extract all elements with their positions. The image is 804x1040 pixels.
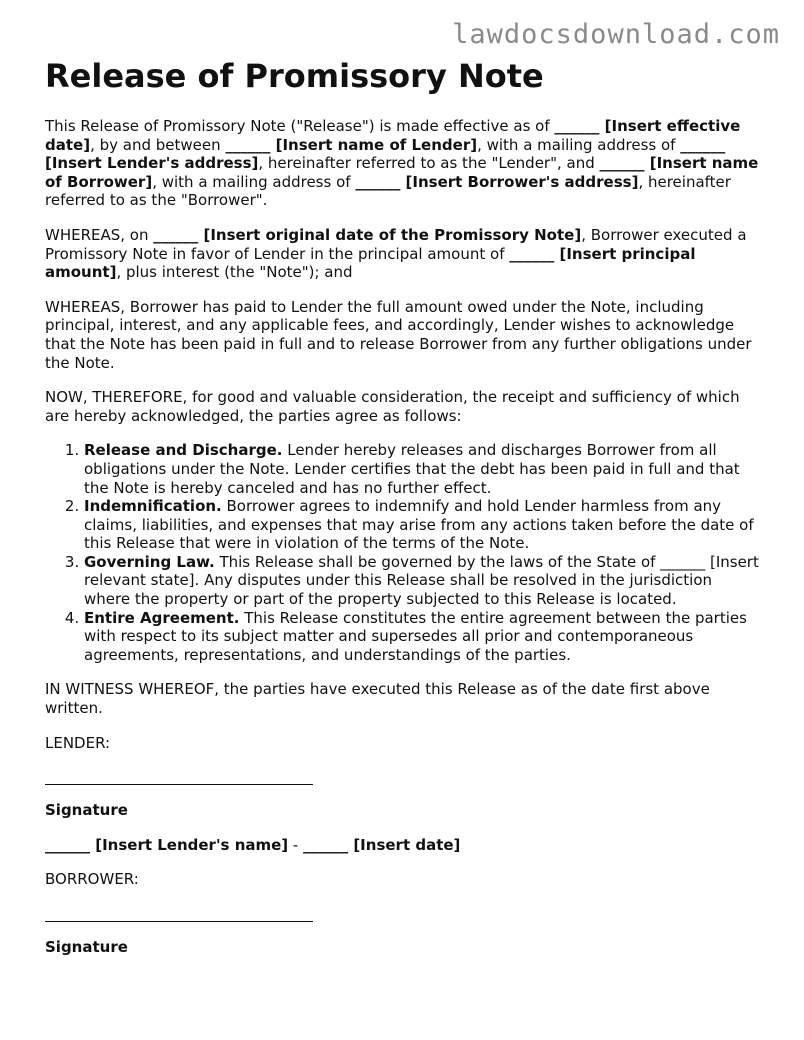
intro-text: , by and between: [90, 135, 226, 154]
list-item: [84, 497, 761, 553]
intro-text: This Release of Promissory Note ("Release") is made effective as of: [45, 117, 555, 135]
clause-list: [45, 441, 761, 664]
now-therefore-paragraph: NOW, THEREFORE, for good and valuable consideration, the receipt and sufficiency of which are hereby acknowledged, the parties agree as follows:: [45, 388, 740, 425]
lender-date-placeholder: ______ [Insert date]: [303, 835, 461, 854]
borrower-signature-line: [45, 911, 313, 922]
clause-heading: Governing Law.: [84, 552, 215, 571]
note-date-field: ______ [Insert original date of the Promissory Note]: [153, 225, 582, 244]
whereas-paragraph-2: WHEREAS, Borrower has paid to Lender the full amount owed under the Note, including principal, interest, and any applicable fees, and accordingly, Lender wishes to acknowledge that the Note has been paid in full and to release Borrower from any further obligations under the Note.: [45, 297, 752, 372]
witness-paragraph: IN WITNESS WHEREOF, the parties have executed this Release as of the date first above written.: [45, 680, 710, 718]
clause-text: Borrower agrees to indemnify and hold Lender harmless from any claims, liabilities, and expenses that may arise from any actions taken before the date of this Release that were in violation of the terms of the Note.: [84, 497, 754, 553]
whereas-text: , plus interest (the "Note"); and: [116, 263, 353, 282]
lender-signature-line: [45, 774, 313, 785]
lender-name-date-line: [45, 836, 761, 855]
borrower-name-field: ______ [Insert name of Borrower]: [45, 154, 759, 191]
name-date-separator: -: [288, 835, 304, 854]
intro-paragraph: [45, 117, 761, 210]
lender-address-field: ______ [Insert Lender's address]: [45, 135, 726, 173]
whereas-paragraph-1: [45, 226, 761, 282]
lender-name-field: ______ [Insert name of Lender]: [225, 135, 478, 154]
borrower-address-field: ______ [Insert Borrower's address]: [355, 172, 639, 191]
document-page: [45, 56, 761, 973]
clause-text: Lender hereby releases and discharges Borrower from all obligations under the Note. Lender certifies that the debt has been paid in full and that the Note is hereby canceled and has no further effect.: [84, 441, 740, 497]
clause-heading: Entire Agreement.: [84, 608, 240, 627]
signature-caption: Signature: [45, 938, 128, 956]
lender-label: LENDER:: [45, 733, 111, 752]
list-item: [84, 609, 761, 665]
whereas-text: , Borrower executed a Promissory Note in favor of Lender in the principal amount of: [45, 225, 747, 263]
clause-heading: Indemnification.: [84, 497, 222, 516]
clause-heading: Release and Discharge.: [84, 441, 283, 460]
clause-text: This Release constitutes the entire agreement between the parties with respect to its subject matter and supersedes all prior and contemporaneous agreements, representations, and understandings of the parties.: [84, 608, 747, 664]
document-title: Release of Promissory Note: [45, 57, 544, 95]
intro-text: , with a mailing address of: [477, 135, 681, 154]
borrower-signature-label: [45, 938, 761, 957]
borrower-label: BORROWER:: [45, 870, 139, 889]
lender-name-placeholder: ______ [Insert Lender's name]: [45, 835, 289, 854]
list-item: [84, 553, 761, 609]
whereas-text: WHEREAS, on: [45, 225, 154, 244]
intro-text: , with a mailing address of: [152, 172, 356, 191]
intro-text: , hereinafter referred to as the "Borrower".: [45, 172, 731, 210]
signature-caption: Signature: [45, 801, 128, 820]
lender-signature-label: [45, 801, 761, 820]
effective-date-field: ______ [Insert effective date]: [45, 117, 741, 154]
intro-text: , hereinafter referred to as the "Lender", and: [258, 154, 600, 173]
clause-text: This Release shall be governed by the laws of the State of ______ [Insert relevant state]. Any disputes under this Release shall be resolved in the jurisdiction where the property or part of the property subjected to this Release is located.: [84, 552, 759, 609]
list-item: [84, 441, 761, 497]
watermark-text: lawdocsdownload.com: [452, 19, 780, 50]
principal-amount-field: ______ [Insert principal amount]: [45, 244, 696, 282]
